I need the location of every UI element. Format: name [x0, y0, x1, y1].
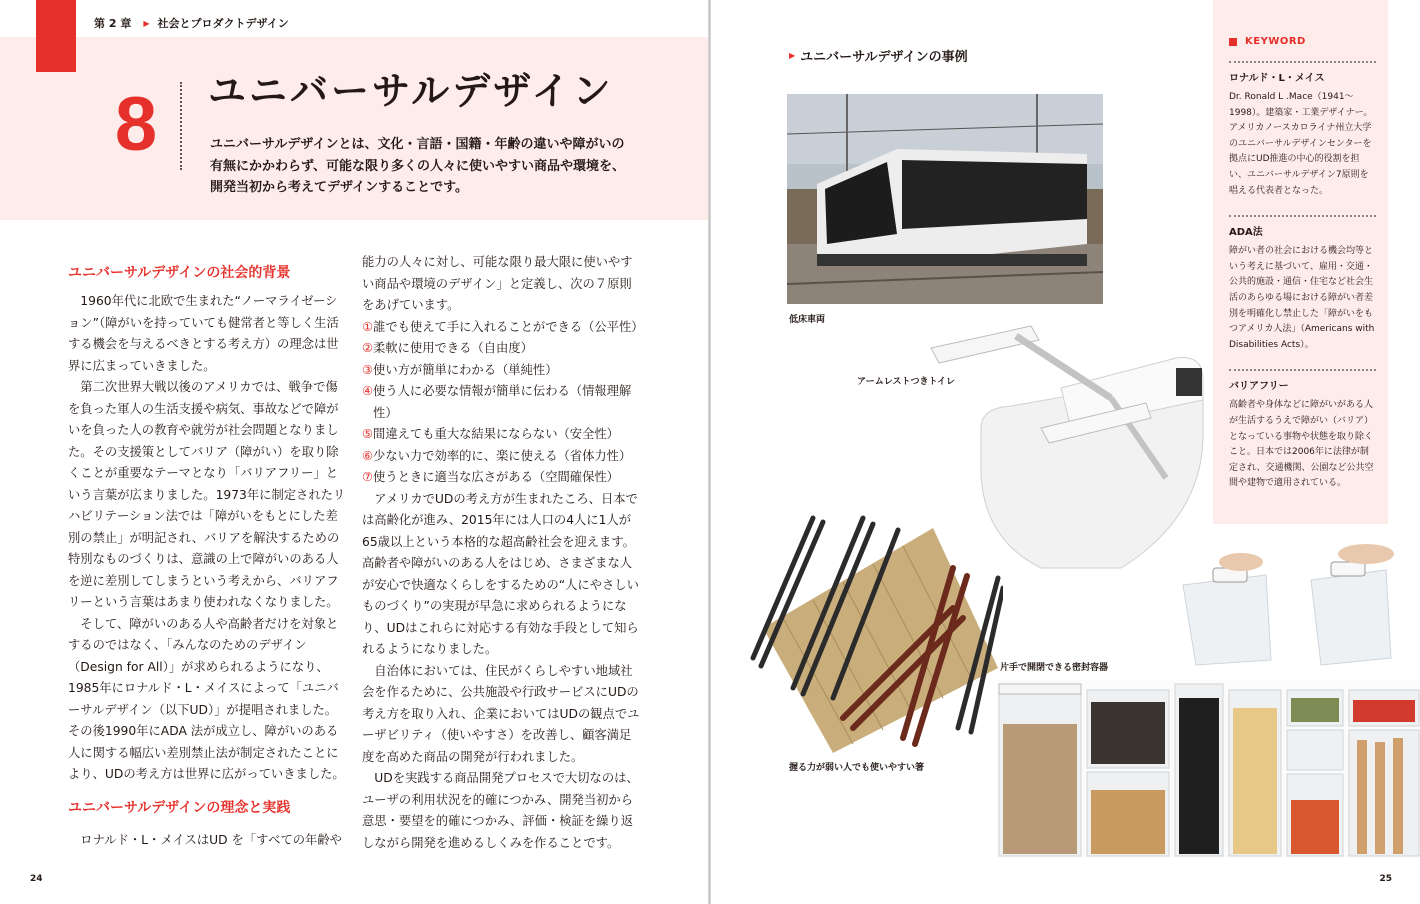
list-item [362, 446, 642, 468]
circled-number: ⑥ [362, 448, 374, 463]
paragraph: 自治体においては、住民がくらしやすい地域社会を作るために、公共施設や行政サービスにUDの考え方を取り入れ、企業においてはUDの観点でユーザビリティ（使いやすさ）を改善し、顧客満足度を高めた商品の開発が行われました。 [362, 663, 640, 764]
paragraph: UDを実践する商品開発プロセスで大切なのは、ユーザの利用状況を的確につかみ、開発当初から意思・要望を的確につかみ、評価・検証を繰り返しながら開発を進めるしくみを作ることです。 [362, 771, 639, 850]
list-item [362, 360, 642, 382]
section-heading: ユニバーサルデザインの社会的背景 [68, 265, 291, 281]
section-heading: ユニバーサルデザインの理念と実践 [68, 799, 291, 816]
text-column-2 [362, 252, 642, 854]
principle-text: 柔軟に使用できる（自由度） [373, 341, 533, 355]
principle-text: 少ない力で効率的に、楽に使える（省体力性） [373, 448, 632, 463]
pantry-containers-photo [997, 680, 1420, 858]
page-number: 24 [30, 874, 43, 884]
list-item [362, 424, 642, 446]
triangle-icon: ▶ [789, 51, 796, 60]
keyword-term: バリアフリー [1229, 381, 1289, 393]
keyword-header [1229, 36, 1376, 47]
page-title: ユニバーサルデザイン [208, 69, 614, 113]
chapter-label: 第 2 章 [94, 17, 132, 30]
keyword-sidebar [1213, 0, 1388, 524]
keyword-definition: 障がい者の社会における機会均等という考えに基づいて、雇用・交通・公共的施設・通信・住宅など社会生活のあらゆる場における障がい者差別を明確化し禁止した「障がいをもつアメリカ人法」（Americans with Disabilities Acts）。 [1229, 246, 1375, 350]
circled-number: ③ [362, 362, 374, 377]
page-number: 25 [1379, 874, 1392, 884]
paragraph: そして、障がいのある人や高齢者だけを対象とするのではなく、「みんなのためのデザイン（Design for All）」が求められるようになり、1985年にロナルド・L・メイスによって「ユニバーサルデザイン（以下UD）」が提唱されました。その後1990年にADA 法が成立し、障がいのある人に関する幅広い差別禁止法が制定されたことにより、UDの考え方は世界に広がっていきました。 [68, 616, 345, 781]
text-column-1 [68, 263, 348, 851]
principle-text: 間違えても重大な結果にならない（安全性） [373, 427, 619, 441]
keyword-term: ロナルド・L・メイス [1229, 73, 1325, 84]
section-number: 8 [114, 82, 158, 167]
circled-number: ④ [362, 384, 374, 398]
square-icon [1229, 38, 1237, 46]
tram-photo [787, 94, 1103, 304]
chopsticks-photo [723, 508, 1003, 758]
paragraph: 能力の人々に対し、可能な限り最大限に使いやすい商品や環境のデザイン」と定義し、次の７原則をあげています。 [362, 255, 633, 312]
caption-tram: 低床車両 [789, 315, 826, 325]
list-item [362, 467, 642, 489]
list-item [362, 381, 642, 424]
paragraph: 1960年代に北欧で生まれた“ノーマライゼーション”（障がいを持っていても健常者と等しく生活する機会を与えるべきとする考え方）の理念は世界に広まっていきました。 [68, 294, 339, 373]
list-item [362, 317, 642, 339]
caption-toilet: アームレストつきトイレ [857, 377, 956, 387]
keyword-title: KEYWORD [1245, 36, 1306, 47]
principle-text: 誰でも使えて手に入れることができる（公平性） [373, 319, 644, 334]
circled-number: ⑤ [362, 427, 374, 441]
principles-list [362, 317, 642, 489]
circled-number: ② [362, 341, 374, 355]
right-page [711, 0, 1420, 904]
keyword-definition: 高齢者や身体などに障がいがある人が生活するうえで障がい（バリア）となっている事物や状態を取り除くこと。日本では2006年に法律が制定され、交通機関、公園など公共空間や建物で適用されている。 [1229, 400, 1374, 489]
paragraph: アメリカでUDの考え方が生まれたころ、日本では高齢化が進み、2015年には人口の4人に1人が65歳以上という本格的な超高齢社会を迎えます。高齢者や障がいのある人をはじめ、さまざまな人が安心で快適なくらしをするための“人にやさしいものづくり”の実現が早急に求められるようになり、UDはこれらに対応する有効な手段として知られるようになりました。 [362, 491, 639, 656]
triangle-icon: ▶ [143, 18, 150, 28]
chapter-header [94, 15, 289, 31]
cases-heading [789, 46, 968, 65]
circled-number: ① [362, 319, 374, 334]
circled-number: ⑦ [362, 470, 374, 484]
keyword-definition: Dr. Ronald L .Mace（1941～1998）。建築家・工業デザイナー。アメリカノースカロライナ州立大学のユニバーサルデザインセンターを拠点にUD推進の中心的役割を担い、ユニバーサルデザイン7原則を唱える代表者となった。 [1229, 92, 1373, 196]
list-item [362, 338, 642, 360]
left-page [0, 0, 708, 904]
chapter-tab [36, 0, 76, 72]
paragraph: 第二次世界大戦以後のアメリカでは、戦争で傷を負った軍人の生活支援や病気、事故などで障がいを負った人の教育や就労が社会問題となりました。その支援策としてバリア（障がい）を取り除くことが重要なテーマとなり「バリアフリー」という言葉が広まりました。1973年に制定されたリハビリテーション法では「障がいをもとにした差別の禁止」が明記され、バリアを解決するための特別なものづくりは、意識の上で障がいのある人を逆に差別してしまうという考えから、バリアフリーという言葉はあまり使われなくなりました。 [68, 380, 346, 609]
chapter-title: 社会とプロダクトデザイン [157, 17, 289, 30]
keyword-entry [1229, 369, 1376, 492]
containers-photo [1181, 540, 1420, 668]
lead-text: ユニバーサルデザインとは、文化・言語・国籍・年齢の違いや障がいの有無にかかわらず、可能な限り多くの人々に使いやすい商品や環境を、開発当初から考えてデザインすることです。 [210, 137, 625, 195]
caption-chopsticks: 握る力が弱い人でも使いやすい箸 [789, 763, 925, 773]
principle-text: 使うときに適当な広さがある（空間確保性） [373, 470, 619, 484]
keyword-entry [1229, 61, 1376, 199]
principle-text: 使い方が簡単にわかる（単純性） [373, 362, 558, 377]
keyword-term: ADA法 [1229, 227, 1263, 239]
dotted-divider [180, 82, 182, 170]
keyword-entry [1229, 215, 1376, 353]
caption-container: 片手で開閉できる密封容器 [1000, 663, 1109, 673]
cases-heading-text: ユニバーサルデザインの事例 [800, 50, 968, 65]
principle-text: 使う人に必要な情報が簡単に伝わる（情報理解性） [373, 384, 632, 420]
paragraph: ロナルド・L・メイスはUD を「すべての年齢や [80, 832, 342, 847]
